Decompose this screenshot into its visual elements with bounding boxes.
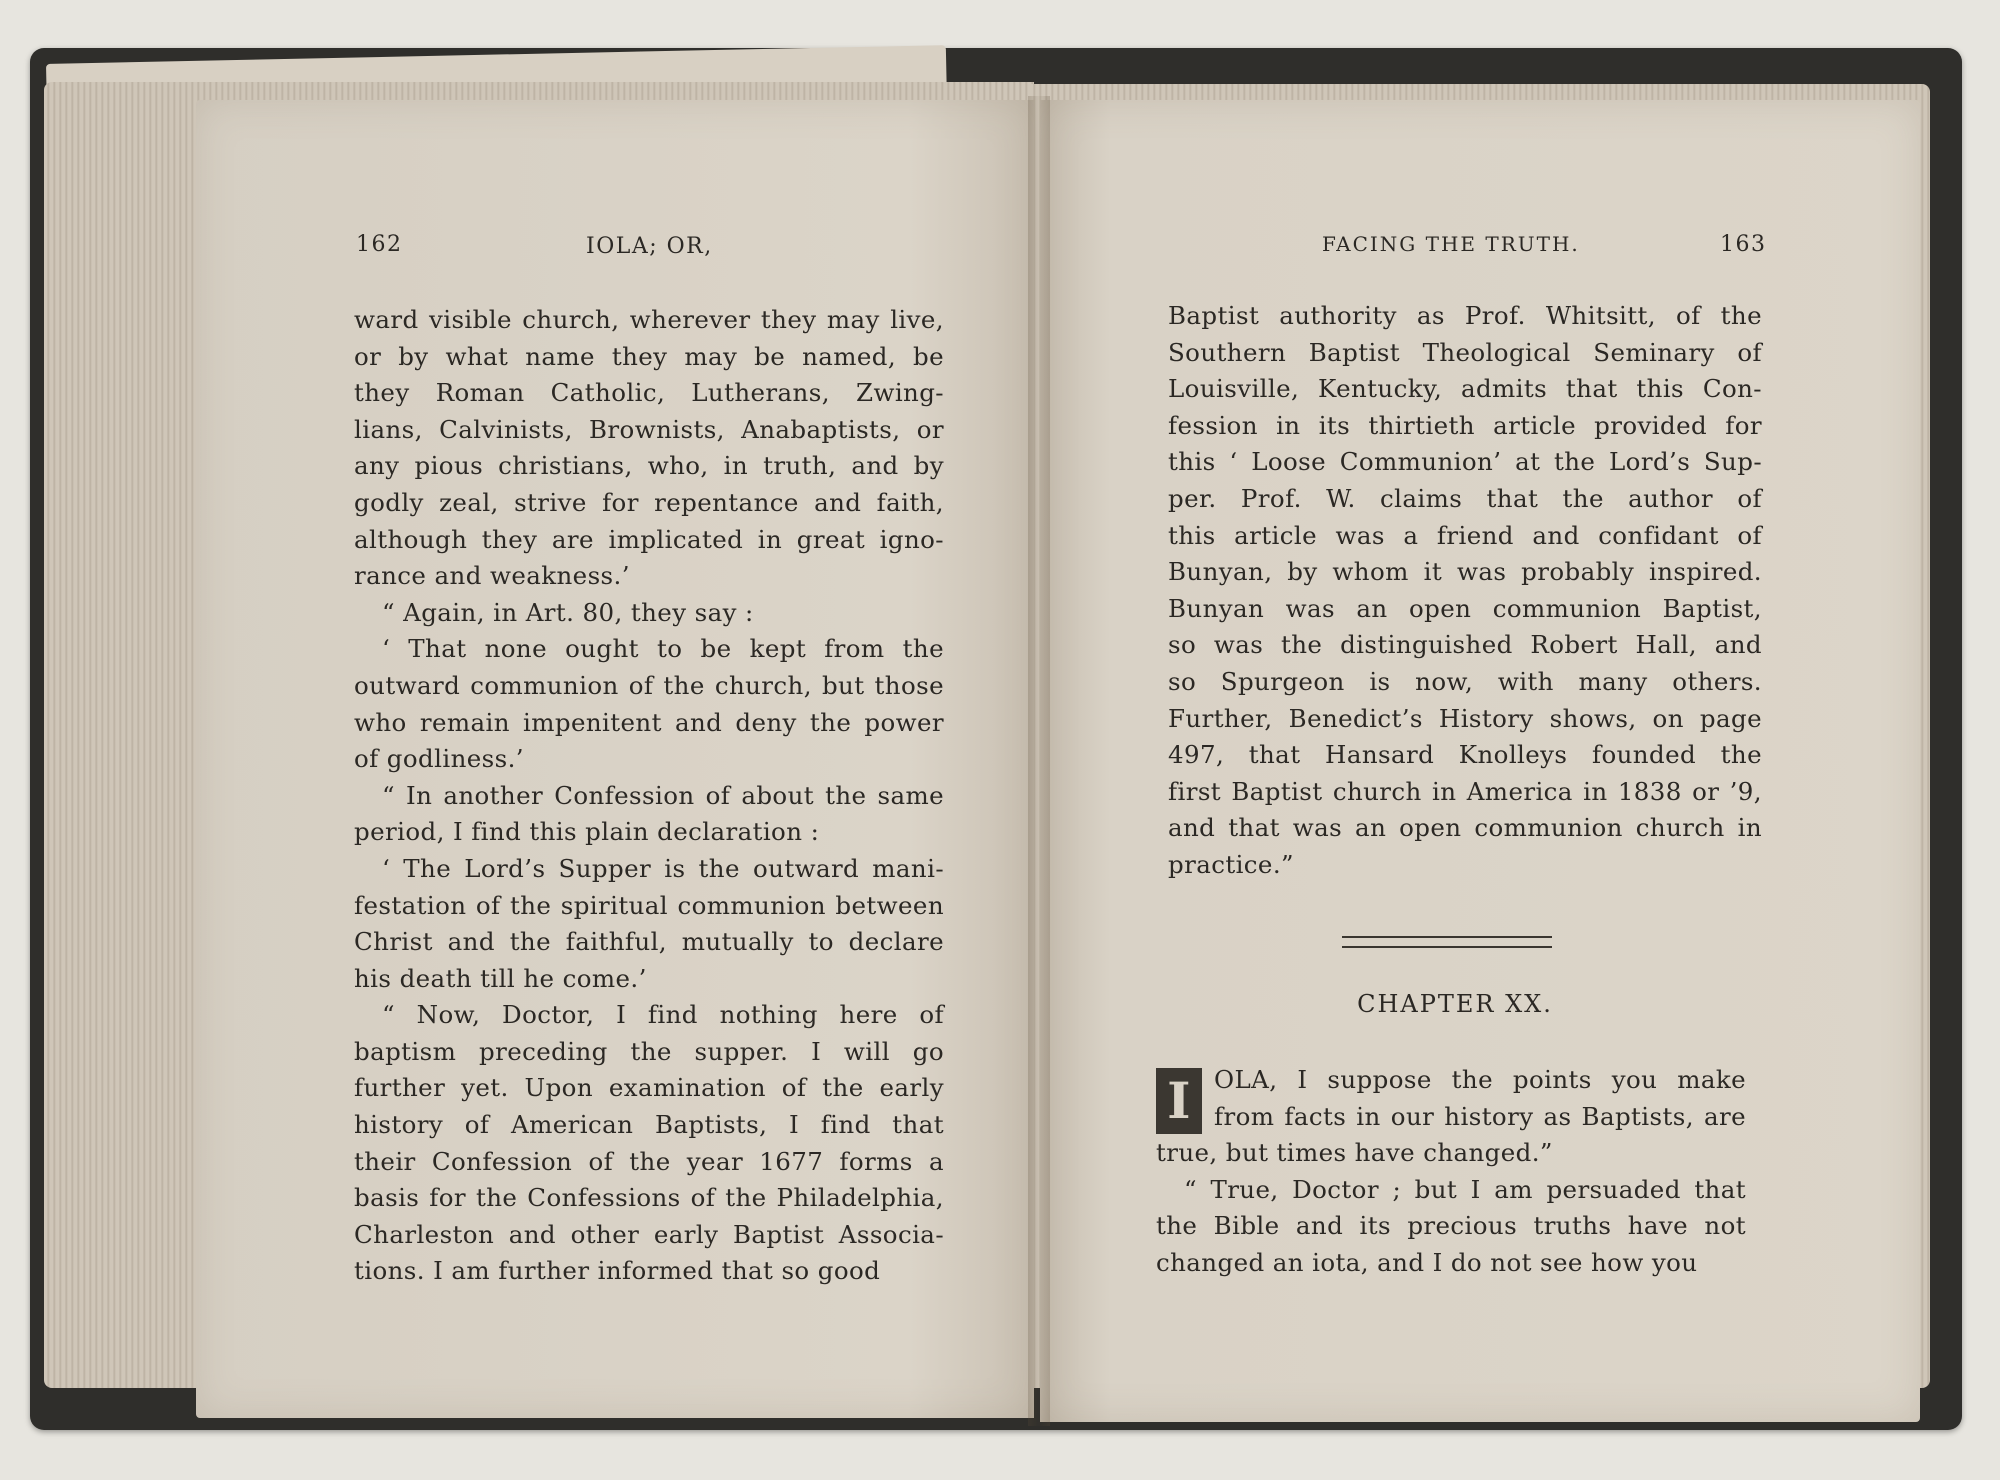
text-line: Charleston and other early Baptist Associa- bbox=[354, 1219, 944, 1249]
text-line: rance and weakness.’ bbox=[354, 561, 630, 591]
chapter-divider-rule bbox=[1342, 936, 1552, 948]
text-line: ‘ The Lord’s Supper is the outward mani- bbox=[382, 853, 944, 883]
left-running-head: IOLA; OR, bbox=[586, 234, 713, 259]
right-page-body bbox=[1168, 298, 1762, 884]
right-running-head: FACING THE TRUTH. bbox=[1322, 232, 1580, 256]
text-line: first Baptist church in America in 1838 or ’9, bbox=[1168, 776, 1762, 806]
text-line: further yet. Upon examination of the early bbox=[354, 1073, 944, 1103]
text-line: they Roman Catholic, Lutherans, Zwing- bbox=[354, 378, 944, 408]
text-line: Baptist authority as Prof. Whitsitt, of the bbox=[1168, 301, 1762, 330]
text-line: ‘ That none ought to be kept from the bbox=[382, 634, 944, 664]
text-line: of godliness.’ bbox=[354, 744, 524, 774]
text-line: basis for the Confessions of the Philadelphia, bbox=[354, 1183, 944, 1213]
text-line: his death till he come.’ bbox=[354, 963, 647, 993]
text-line: outward communion of the church, but those bbox=[354, 670, 944, 700]
text-line: true, but times have changed.” bbox=[1156, 1138, 1553, 1168]
text-line: period, I find this plain declaration : bbox=[354, 817, 820, 847]
text-line: festation of the spiritual communion between bbox=[354, 890, 944, 920]
text-line: “ In another Confession of about the same bbox=[382, 780, 944, 810]
text-line: per. Prof. W. claims that the author of bbox=[1168, 483, 1762, 513]
left-page-number: 162 bbox=[356, 232, 403, 257]
text-line: lians, Calvinists, Brownists, Anabaptists, or bbox=[354, 414, 944, 444]
text-line: “ Now, Doctor, I find nothing here of bbox=[382, 1000, 944, 1030]
text-line: changed an iota, and I do not see how you bbox=[1156, 1247, 1698, 1277]
text-line: or by what name they may be named, be bbox=[354, 341, 944, 371]
book-gutter bbox=[1028, 96, 1050, 1426]
text-line: although they are implicated in great igno- bbox=[354, 524, 944, 554]
text-line: so was the distinguished Robert Hall, and bbox=[1168, 630, 1762, 660]
text-line: 497, that Hansard Knolleys founded the bbox=[1168, 740, 1762, 770]
text-line: from facts in our history as Baptists, are bbox=[1214, 1101, 1746, 1131]
text-line: Christ and the faithful, mutually to declare bbox=[354, 927, 944, 957]
text-line: this ‘ Loose Communion’ at the Lord’s Sup- bbox=[1168, 447, 1762, 477]
text-line: OLA, I suppose the points you make bbox=[1214, 1065, 1746, 1094]
text-line: history of American Baptists, I find that bbox=[354, 1110, 944, 1140]
text-line: Louisville, Kentucky, admits that this Con- bbox=[1168, 374, 1762, 404]
text-line: who remain impenitent and deny the power bbox=[354, 707, 944, 737]
text-line: Further, Benedict’s History shows, on page bbox=[1168, 703, 1762, 733]
text-line: godly zeal, strive for repentance and faith, bbox=[354, 487, 944, 517]
text-line: “ Again, in Art. 80, they say : bbox=[382, 597, 754, 627]
drop-cap: I bbox=[1156, 1068, 1202, 1134]
text-line: Southern Baptist Theological Seminary of bbox=[1168, 337, 1762, 367]
text-line: ward visible church, wherever they may live, bbox=[354, 305, 944, 334]
text-line: the Bible and its precious truths have not bbox=[1156, 1211, 1746, 1241]
text-line: so Spurgeon is now, with many others. bbox=[1168, 666, 1762, 696]
right-page-number: 163 bbox=[1720, 232, 1767, 257]
text-line: fession in its thirtieth article provided for bbox=[1168, 410, 1762, 440]
text-line: any pious christians, who, in truth, and by bbox=[354, 451, 944, 481]
text-line: “ True, Doctor ; but I am persuaded that bbox=[1184, 1174, 1746, 1204]
text-line: and that was an open communion church in bbox=[1168, 813, 1762, 843]
text-line: practice.” bbox=[1168, 849, 1294, 879]
chapter-heading: CHAPTER XX. bbox=[1357, 990, 1553, 1018]
text-line: baptism preceding the supper. I will go bbox=[354, 1036, 944, 1066]
text-line: Bunyan, by whom it was probably inspired. bbox=[1168, 557, 1762, 587]
text-line: tions. I am further informed that so good bbox=[354, 1256, 881, 1286]
text-line: Bunyan was an open communion Baptist, bbox=[1168, 593, 1762, 623]
chapter-body bbox=[1156, 1062, 1746, 1282]
text-line: their Confession of the year 1677 forms a bbox=[354, 1146, 944, 1176]
text-line: this article was a friend and confidant of bbox=[1168, 520, 1762, 550]
left-page-body bbox=[354, 302, 944, 1290]
